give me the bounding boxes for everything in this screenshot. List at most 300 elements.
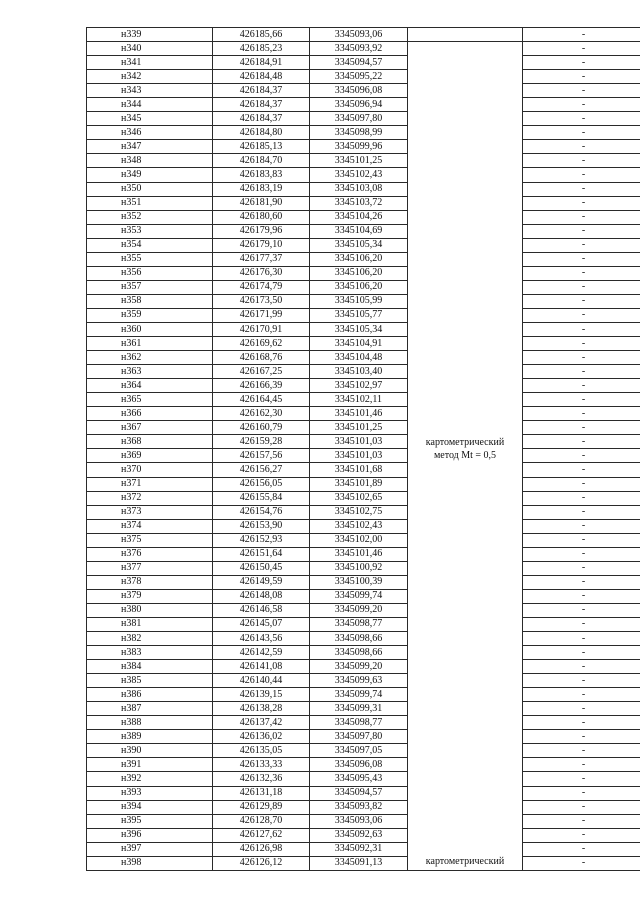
y-coordinate-cell: 3345101,68 (310, 463, 408, 477)
method-line-1: картометрический (425, 437, 505, 449)
point-name-cell: н349 (87, 168, 213, 182)
x-coordinate-cell: 426166,39 (213, 379, 310, 393)
point-name-cell: н390 (87, 744, 213, 758)
table-row (87, 70, 640, 84)
y-coordinate-cell: 3345100,92 (310, 561, 408, 575)
table-row (87, 28, 640, 42)
y-coordinate-cell: 3345102,43 (310, 519, 408, 533)
x-coordinate-cell: 426169,62 (213, 337, 310, 351)
table-row (87, 646, 640, 660)
x-coordinate-cell: 426164,45 (213, 393, 310, 407)
y-coordinate-cell: 3345092,31 (310, 842, 408, 856)
deviation-cell: - (523, 575, 640, 589)
y-coordinate-cell: 3345101,03 (310, 435, 408, 449)
point-name-cell: н370 (87, 463, 213, 477)
point-name-cell: н397 (87, 842, 213, 856)
y-coordinate-cell: 3345093,06 (310, 814, 408, 828)
deviation-cell: - (523, 589, 640, 603)
y-coordinate-cell: 3345105,99 (310, 294, 408, 308)
table-row (87, 491, 640, 505)
table-row (87, 533, 640, 547)
table-row (87, 842, 640, 856)
method-empty-cell (408, 28, 523, 42)
point-name-cell: н353 (87, 224, 213, 238)
deviation-cell: - (523, 393, 640, 407)
table-row (87, 154, 640, 168)
point-name-cell: н376 (87, 547, 213, 561)
table-row (87, 42, 640, 56)
x-coordinate-cell: 426138,28 (213, 702, 310, 716)
point-name-cell: н383 (87, 646, 213, 660)
deviation-cell: - (523, 280, 640, 294)
deviation-cell: - (523, 491, 640, 505)
y-coordinate-cell: 3345099,20 (310, 660, 408, 674)
y-coordinate-cell: 3345097,80 (310, 112, 408, 126)
y-coordinate-cell: 3345101,25 (310, 154, 408, 168)
y-coordinate-cell: 3345102,65 (310, 491, 408, 505)
x-coordinate-cell: 426137,42 (213, 716, 310, 730)
y-coordinate-cell: 3345103,40 (310, 365, 408, 379)
y-coordinate-cell: 3345106,20 (310, 266, 408, 280)
table-row (87, 772, 640, 786)
point-name-cell: н357 (87, 280, 213, 294)
y-coordinate-cell: 3345104,26 (310, 210, 408, 224)
deviation-cell: - (523, 379, 640, 393)
deviation-cell: - (523, 617, 640, 631)
x-coordinate-cell: 426129,89 (213, 800, 310, 814)
x-coordinate-cell: 426171,99 (213, 308, 310, 322)
point-name-cell: н362 (87, 351, 213, 365)
coordinates-table-body (87, 28, 640, 871)
deviation-cell: - (523, 842, 640, 856)
table-row (87, 449, 640, 463)
x-coordinate-cell: 426176,30 (213, 266, 310, 280)
deviation-cell: - (523, 435, 640, 449)
deviation-cell: - (523, 168, 640, 182)
x-coordinate-cell: 426141,08 (213, 660, 310, 674)
point-name-cell: н377 (87, 561, 213, 575)
y-coordinate-cell: 3345096,08 (310, 84, 408, 98)
deviation-cell: - (523, 140, 640, 154)
point-name-cell: н344 (87, 98, 213, 112)
point-name-cell: н373 (87, 505, 213, 519)
deviation-cell: - (523, 252, 640, 266)
table-row (87, 463, 640, 477)
deviation-cell: - (523, 547, 640, 561)
point-name-cell: н367 (87, 421, 213, 435)
x-coordinate-cell: 426136,02 (213, 730, 310, 744)
deviation-cell: - (523, 182, 640, 196)
table-row (87, 112, 640, 126)
deviation-cell: - (523, 716, 640, 730)
table-row (87, 322, 640, 336)
deviation-cell: - (523, 351, 640, 365)
y-coordinate-cell: 3345091,13 (310, 856, 408, 870)
x-coordinate-cell: 426184,91 (213, 56, 310, 70)
point-name-cell: н359 (87, 308, 213, 322)
table-row (87, 632, 640, 646)
y-coordinate-cell: 3345099,31 (310, 702, 408, 716)
deviation-cell: - (523, 196, 640, 210)
point-name-cell: н348 (87, 154, 213, 168)
table-row (87, 351, 640, 365)
x-coordinate-cell: 426142,59 (213, 646, 310, 660)
table-row (87, 716, 640, 730)
coordinates-table (86, 27, 640, 871)
deviation-cell: - (523, 660, 640, 674)
y-coordinate-cell: 3345097,05 (310, 744, 408, 758)
point-name-cell: н355 (87, 252, 213, 266)
y-coordinate-cell: 3345098,66 (310, 646, 408, 660)
x-coordinate-cell: 426155,84 (213, 491, 310, 505)
deviation-cell: - (523, 98, 640, 112)
y-coordinate-cell: 3345101,25 (310, 421, 408, 435)
deviation-cell: - (523, 800, 640, 814)
deviation-cell: - (523, 210, 640, 224)
table-row (87, 688, 640, 702)
table-row (87, 744, 640, 758)
point-name-cell: н387 (87, 702, 213, 716)
y-coordinate-cell: 3345102,97 (310, 379, 408, 393)
x-coordinate-cell: 426140,44 (213, 674, 310, 688)
point-name-cell: н378 (87, 575, 213, 589)
point-name-cell: н386 (87, 688, 213, 702)
y-coordinate-cell: 3345103,08 (310, 182, 408, 196)
x-coordinate-cell: 426151,64 (213, 547, 310, 561)
table-row (87, 660, 640, 674)
table-row (87, 196, 640, 210)
table-row (87, 294, 640, 308)
y-coordinate-cell: 3345105,77 (310, 308, 408, 322)
x-coordinate-cell: 426184,37 (213, 112, 310, 126)
table-row (87, 786, 640, 800)
deviation-cell: - (523, 702, 640, 716)
point-name-cell: н388 (87, 716, 213, 730)
deviation-cell: - (523, 421, 640, 435)
deviation-cell: - (523, 266, 640, 280)
y-coordinate-cell: 3345104,91 (310, 337, 408, 351)
deviation-cell: - (523, 603, 640, 617)
deviation-cell: - (523, 688, 640, 702)
table-row (87, 266, 640, 280)
table-row (87, 505, 640, 519)
x-coordinate-cell: 426184,37 (213, 84, 310, 98)
table-row (87, 674, 640, 688)
point-name-cell: н347 (87, 140, 213, 154)
x-coordinate-cell: 426185,66 (213, 28, 310, 42)
table-row (87, 856, 640, 870)
point-name-cell: н371 (87, 477, 213, 491)
y-coordinate-cell: 3345102,00 (310, 533, 408, 547)
point-name-cell: н385 (87, 674, 213, 688)
point-name-cell: н379 (87, 589, 213, 603)
x-coordinate-cell: 426131,18 (213, 786, 310, 800)
deviation-cell: - (523, 407, 640, 421)
point-name-cell: н393 (87, 786, 213, 800)
y-coordinate-cell: 3345101,46 (310, 407, 408, 421)
y-coordinate-cell: 3345104,48 (310, 351, 408, 365)
x-coordinate-cell: 426153,90 (213, 519, 310, 533)
x-coordinate-cell: 426181,90 (213, 196, 310, 210)
table-row (87, 589, 640, 603)
table-row (87, 56, 640, 70)
table-row (87, 393, 640, 407)
x-coordinate-cell: 426126,98 (213, 842, 310, 856)
deviation-cell: - (523, 42, 640, 56)
point-name-cell: н342 (87, 70, 213, 84)
y-coordinate-cell: 3345094,57 (310, 56, 408, 70)
x-coordinate-cell: 426156,27 (213, 463, 310, 477)
deviation-cell: - (523, 744, 640, 758)
table-row (87, 379, 640, 393)
x-coordinate-cell: 426126,12 (213, 856, 310, 870)
point-name-cell: н346 (87, 126, 213, 140)
point-name-cell: н380 (87, 603, 213, 617)
method-last-cell: картометрический (408, 856, 523, 870)
y-coordinate-cell: 3345101,46 (310, 547, 408, 561)
x-coordinate-cell: 426167,25 (213, 365, 310, 379)
x-coordinate-cell: 426174,79 (213, 280, 310, 294)
point-name-cell: н381 (87, 617, 213, 631)
x-coordinate-cell: 426148,08 (213, 589, 310, 603)
deviation-cell: - (523, 56, 640, 70)
table-row (87, 182, 640, 196)
x-coordinate-cell: 426183,83 (213, 168, 310, 182)
x-coordinate-cell: 426159,28 (213, 435, 310, 449)
table-row (87, 800, 640, 814)
point-name-cell: н389 (87, 730, 213, 744)
deviation-cell: - (523, 126, 640, 140)
x-coordinate-cell: 426183,19 (213, 182, 310, 196)
deviation-cell: - (523, 828, 640, 842)
table-row (87, 84, 640, 98)
table-row (87, 337, 640, 351)
deviation-cell: - (523, 561, 640, 575)
deviation-cell: - (523, 674, 640, 688)
table-row (87, 252, 640, 266)
point-name-cell: н391 (87, 758, 213, 772)
table-row (87, 210, 640, 224)
deviation-cell: - (523, 505, 640, 519)
point-name-cell: н350 (87, 182, 213, 196)
y-coordinate-cell: 3345099,74 (310, 589, 408, 603)
x-coordinate-cell: 426180,60 (213, 210, 310, 224)
point-name-cell: н398 (87, 856, 213, 870)
point-name-cell: н364 (87, 379, 213, 393)
y-coordinate-cell: 3345095,43 (310, 772, 408, 786)
y-coordinate-cell: 3345095,22 (310, 70, 408, 84)
y-coordinate-cell: 3345099,63 (310, 674, 408, 688)
y-coordinate-cell: 3345104,69 (310, 224, 408, 238)
table-row (87, 477, 640, 491)
y-coordinate-cell: 3345098,77 (310, 716, 408, 730)
table-row (87, 814, 640, 828)
table-row (87, 140, 640, 154)
method-cell (408, 42, 523, 857)
x-coordinate-cell: 426150,45 (213, 561, 310, 575)
y-coordinate-cell: 3345098,77 (310, 617, 408, 631)
point-name-cell: н345 (87, 112, 213, 126)
point-name-cell: н341 (87, 56, 213, 70)
deviation-cell: - (523, 730, 640, 744)
y-coordinate-cell: 3345096,08 (310, 758, 408, 772)
x-coordinate-cell: 426170,91 (213, 322, 310, 336)
deviation-cell: - (523, 814, 640, 828)
deviation-cell: - (523, 519, 640, 533)
y-coordinate-cell: 3345093,92 (310, 42, 408, 56)
y-coordinate-cell: 3345106,20 (310, 252, 408, 266)
deviation-cell: - (523, 477, 640, 491)
y-coordinate-cell: 3345099,20 (310, 603, 408, 617)
table-row (87, 435, 640, 449)
point-name-cell: н374 (87, 519, 213, 533)
point-name-cell: н351 (87, 196, 213, 210)
table-row (87, 617, 640, 631)
point-name-cell: н340 (87, 42, 213, 56)
y-coordinate-cell: 3345102,43 (310, 168, 408, 182)
deviation-cell: - (523, 533, 640, 547)
y-coordinate-cell: 3345101,89 (310, 477, 408, 491)
point-name-cell: н384 (87, 660, 213, 674)
x-coordinate-cell: 426143,56 (213, 632, 310, 646)
y-coordinate-cell: 3345106,20 (310, 280, 408, 294)
x-coordinate-cell: 426184,48 (213, 70, 310, 84)
table-row (87, 168, 640, 182)
point-name-cell: н365 (87, 393, 213, 407)
y-coordinate-cell: 3345101,03 (310, 449, 408, 463)
deviation-cell: - (523, 632, 640, 646)
x-coordinate-cell: 426146,58 (213, 603, 310, 617)
point-name-cell: н392 (87, 772, 213, 786)
point-name-cell: н360 (87, 322, 213, 336)
x-coordinate-cell: 426128,70 (213, 814, 310, 828)
table-row (87, 224, 640, 238)
table-row (87, 407, 640, 421)
deviation-cell: - (523, 154, 640, 168)
table-row (87, 519, 640, 533)
deviation-cell: - (523, 224, 640, 238)
point-name-cell: н343 (87, 84, 213, 98)
table-row (87, 547, 640, 561)
table-row (87, 603, 640, 617)
point-name-cell: н368 (87, 435, 213, 449)
deviation-cell: - (523, 322, 640, 336)
deviation-cell: - (523, 308, 640, 322)
table-row (87, 730, 640, 744)
y-coordinate-cell: 3345098,99 (310, 126, 408, 140)
x-coordinate-cell: 426154,76 (213, 505, 310, 519)
deviation-cell: - (523, 463, 640, 477)
point-name-cell: н394 (87, 800, 213, 814)
deviation-cell: - (523, 84, 640, 98)
point-name-cell: н396 (87, 828, 213, 842)
y-coordinate-cell: 3345105,34 (310, 322, 408, 336)
y-coordinate-cell: 3345098,66 (310, 632, 408, 646)
table-row (87, 98, 640, 112)
x-coordinate-cell: 426173,50 (213, 294, 310, 308)
y-coordinate-cell: 3345097,80 (310, 730, 408, 744)
x-coordinate-cell: 426168,76 (213, 351, 310, 365)
table-row (87, 280, 640, 294)
y-coordinate-cell: 3345096,94 (310, 98, 408, 112)
point-name-cell: н356 (87, 266, 213, 280)
x-coordinate-cell: 426157,56 (213, 449, 310, 463)
x-coordinate-cell: 426162,30 (213, 407, 310, 421)
y-coordinate-cell: 3345099,74 (310, 688, 408, 702)
table-row (87, 308, 640, 322)
point-name-cell: н363 (87, 365, 213, 379)
point-name-cell: н395 (87, 814, 213, 828)
point-name-cell: н358 (87, 294, 213, 308)
x-coordinate-cell: 426132,36 (213, 772, 310, 786)
x-coordinate-cell: 426184,80 (213, 126, 310, 140)
x-coordinate-cell: 426156,05 (213, 477, 310, 491)
x-coordinate-cell: 426127,62 (213, 828, 310, 842)
y-coordinate-cell: 3345093,06 (310, 28, 408, 42)
x-coordinate-cell: 426184,70 (213, 154, 310, 168)
table-row (87, 126, 640, 140)
point-name-cell: н382 (87, 632, 213, 646)
x-coordinate-cell: 426160,79 (213, 421, 310, 435)
x-coordinate-cell: 426177,37 (213, 252, 310, 266)
deviation-cell: - (523, 70, 640, 84)
table-row (87, 421, 640, 435)
x-coordinate-cell: 426179,10 (213, 238, 310, 252)
deviation-cell: - (523, 112, 640, 126)
y-coordinate-cell: 3345099,96 (310, 140, 408, 154)
point-name-cell: н361 (87, 337, 213, 351)
y-coordinate-cell: 3345102,11 (310, 393, 408, 407)
point-name-cell: н372 (87, 491, 213, 505)
y-coordinate-cell: 3345102,75 (310, 505, 408, 519)
y-coordinate-cell: 3345103,72 (310, 196, 408, 210)
y-coordinate-cell: 3345094,57 (310, 786, 408, 800)
deviation-cell: - (523, 758, 640, 772)
deviation-cell: - (523, 294, 640, 308)
deviation-cell: - (523, 337, 640, 351)
x-coordinate-cell: 426135,05 (213, 744, 310, 758)
table-row (87, 561, 640, 575)
point-name-cell: н339 (87, 28, 213, 42)
table-row (87, 575, 640, 589)
deviation-cell: - (523, 772, 640, 786)
deviation-cell: - (523, 365, 640, 379)
deviation-cell: - (523, 28, 640, 42)
deviation-cell: - (523, 449, 640, 463)
x-coordinate-cell: 426184,37 (213, 98, 310, 112)
table-row (87, 238, 640, 252)
deviation-cell: - (523, 786, 640, 800)
x-coordinate-cell: 426145,07 (213, 617, 310, 631)
table-row (87, 758, 640, 772)
x-coordinate-cell: 426149,59 (213, 575, 310, 589)
point-name-cell: н375 (87, 533, 213, 547)
x-coordinate-cell: 426179,96 (213, 224, 310, 238)
x-coordinate-cell: 426152,93 (213, 533, 310, 547)
x-coordinate-cell: 426139,15 (213, 688, 310, 702)
y-coordinate-cell: 3345105,34 (310, 238, 408, 252)
y-coordinate-cell: 3345092,63 (310, 828, 408, 842)
y-coordinate-cell: 3345100,39 (310, 575, 408, 589)
point-name-cell: н354 (87, 238, 213, 252)
point-name-cell: н352 (87, 210, 213, 224)
point-name-cell: н366 (87, 407, 213, 421)
x-coordinate-cell: 426185,23 (213, 42, 310, 56)
deviation-cell: - (523, 646, 640, 660)
deviation-cell: - (523, 856, 640, 870)
point-name-cell: н369 (87, 449, 213, 463)
deviation-cell: - (523, 238, 640, 252)
